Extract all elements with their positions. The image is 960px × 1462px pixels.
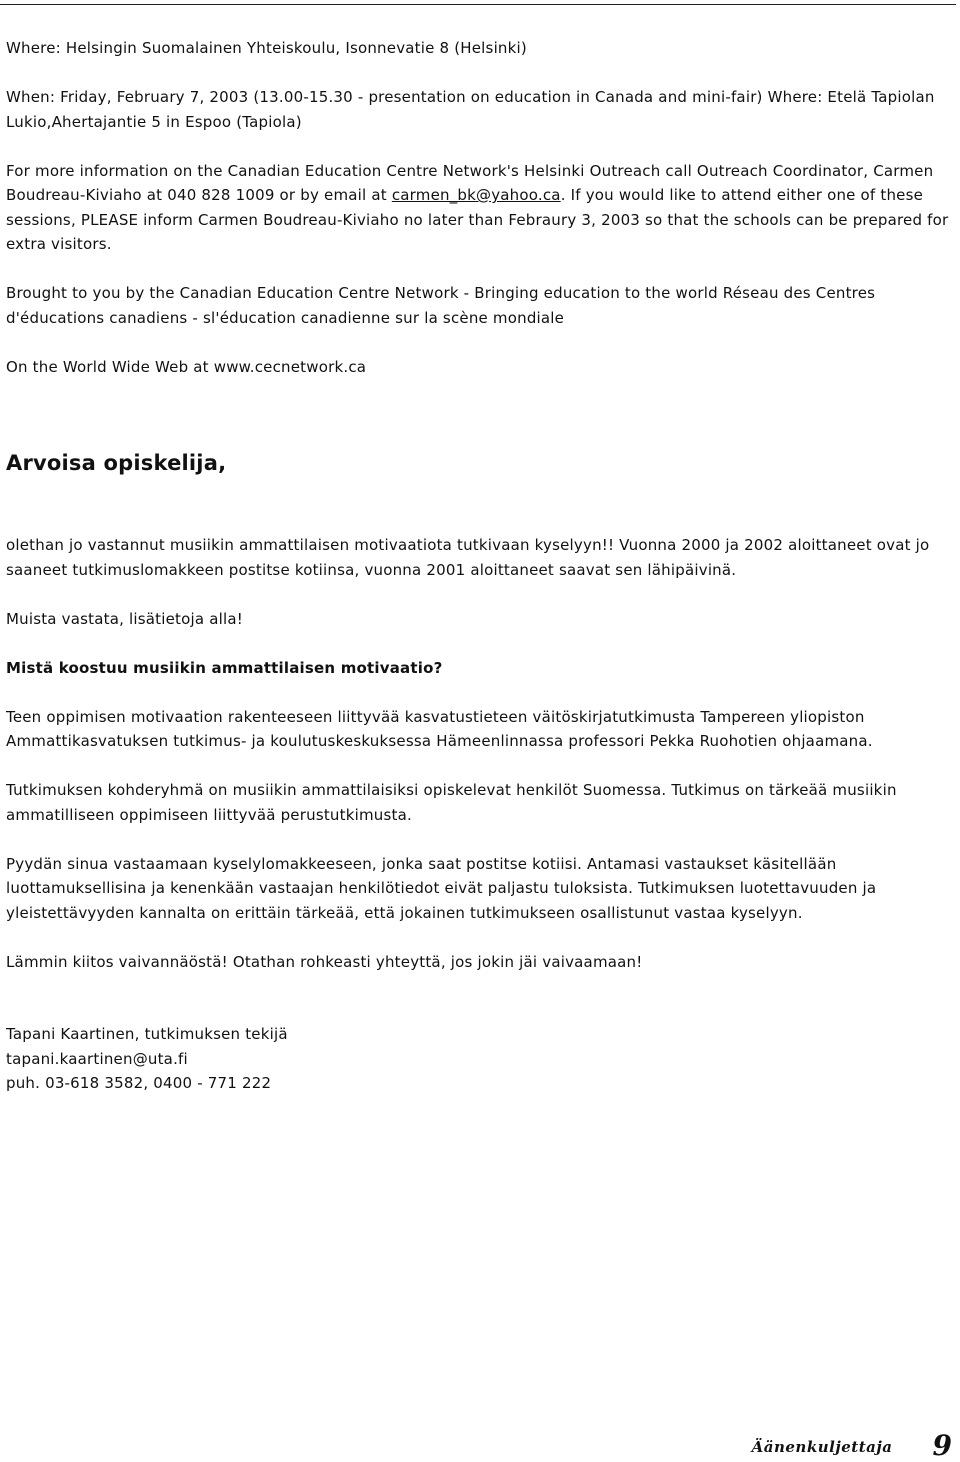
page-footer (752, 1418, 952, 1462)
research-description-paragraph: Teen oppimisen motivaation rakenteeseen liittyvää kasvatustieteen väitöskirjatutkimusta Tampereen yliopiston Ammattikasvatuksen tutkimus- ja koulutuskeskuksessa Hämeenlinnassa professori Pekka Ruohotien ohjaamana. (6, 707, 873, 750)
reply-reminder: Muista vastata, lisätietoja alla! (6, 609, 243, 628)
helsinki-location: Where: Helsingin Suomalainen Yhteiskoulu, Isonnevatie 8 (Helsinki) (6, 39, 527, 57)
signature-phone: puh. 03-618 3582, 0400 - 771 222 (6, 1074, 272, 1092)
target-group-paragraph: Tutkimuksen kohderyhmä on musiikin ammattilaisiksi opiskelevat henkilöt Suomessa. Tutkimus on tärkeää musiikin ammatilliseen oppimiseen liittyvää perustutkimusta. (6, 781, 897, 824)
motivation-subheading: Mistä koostuu musiikin ammattilaisen motivaatio? (6, 658, 443, 677)
greeting-heading: Arvoisa opiskelija, (6, 451, 227, 475)
survey-reminder-paragraph: olethan jo vastannut musiikin ammattilaisen motivaatiota tutkivaan kyselyyn!! Vuonna 2000 ja 2002 aloittaneet ovat jo saaneet tutkimuslomakkeen postitse kotiinsa, vuonna 2001 aloittaneet saavat sen lähipäivinä. (6, 536, 930, 579)
top-rule (0, 4, 956, 5)
signature-email: tapani.kaartinen@uta.fi (6, 1049, 188, 1068)
espoo-event-details: When: Friday, February 7, 2003 (13.00-15.30 - presentation on education in Canada and mini-fair) Where: Etelä Tapiolan Lukio,Ahertajantie 5 in Espoo (Tapiola) (6, 88, 935, 131)
publication-title: Äänenkuljettaja (751, 1438, 893, 1456)
contact-info-paragraph (6, 159, 956, 257)
thanks-paragraph: Lämmin kiitos vaivannäöstä! Otathan rohkeasti yhteyttä, jos jokin jäi vaivaamaan! (6, 952, 643, 971)
contact-email-link[interactable]: carmen_bk@yahoo.ca (391, 186, 561, 204)
web-address-line: On the World Wide Web at www.cecnetwork.ca (6, 357, 367, 376)
signature-name: Tapani Kaartinen, tutkimuksen tekijä (6, 1025, 288, 1043)
contact-info-text-2: . If you would like to attend either one of these sessions, PLEASE inform Carmen Boudreau-Kiviaho no later than Febraury 3, 2003 so that the schools can be prepared for extra visitors. (6, 186, 949, 253)
page-content (6, 36, 956, 1096)
brought-to-you-paragraph: Brought to you by the Canadian Education Centre Network - Bringing education to the world Réseau des Centres d'éducations canadiens - sl'éducation canadienne sur la scène mondiale (6, 284, 876, 327)
request-paragraph: Pyydän sinua vastaamaan kyselylomakkeeseen, jonka saat postitse kotiisi. Antamasi vastaukset käsitellään luottamuksellisina ja kenenkään vastaajan henkilötiedot eivät paljastu tuloksista. Tutkimuksen luotettavuuden ja yleistettävyyden kannalta on erittäin tärkeää, että jokainen tutkimukseen osallistunut vastaa kyselyyn. (6, 854, 877, 922)
contact-info-text: For more information on the Canadian Education Centre Network's Helsinki Outreach call Outreach Coordinator, Carmen Boudreau-Kiviaho at 040 828 1009 or by email at (6, 161, 934, 204)
page-number: 9 (932, 1429, 952, 1462)
signature-block (6, 1022, 956, 1096)
